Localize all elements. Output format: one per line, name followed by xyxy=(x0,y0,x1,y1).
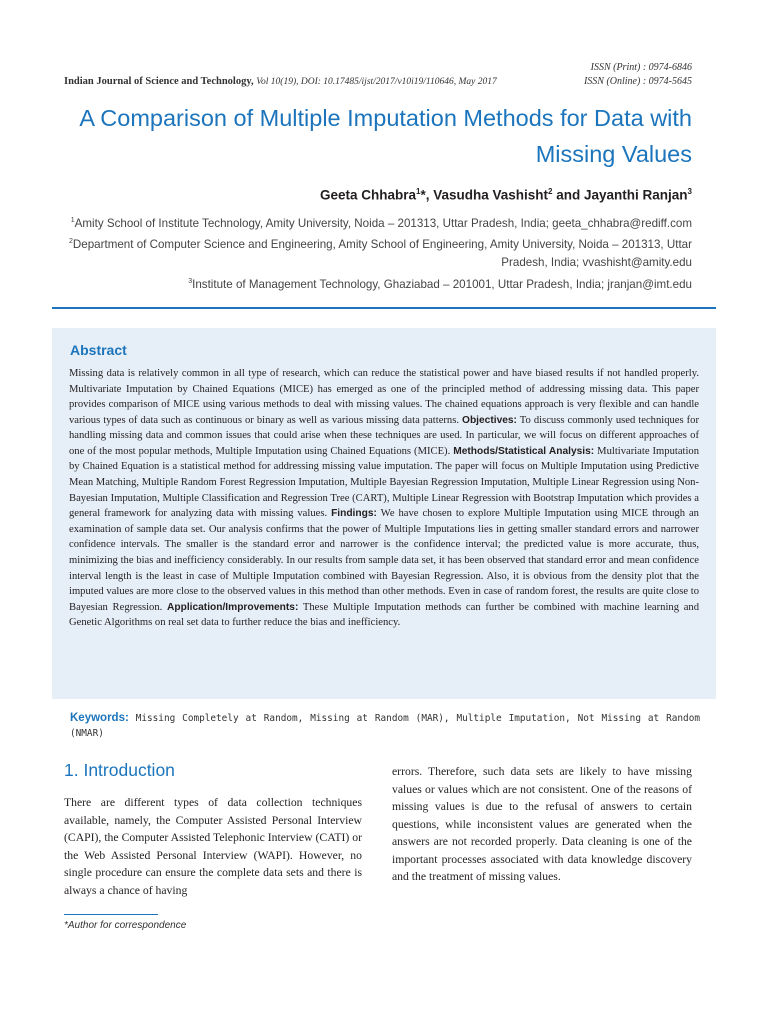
abstract-heading: Abstract xyxy=(70,342,127,358)
keywords xyxy=(70,711,700,741)
footnote-rule xyxy=(64,914,158,915)
author-1: Geeta Chhabra xyxy=(319,187,417,203)
author-sep-1: , xyxy=(425,187,434,203)
keywords-label: Keywords: xyxy=(70,712,129,724)
author-3: Jayanthi Ranjan xyxy=(584,187,688,203)
introduction-heading: 1. Introduction xyxy=(64,760,175,780)
footnote: *Author for correspondence xyxy=(64,920,187,931)
affiliation-2 xyxy=(52,233,692,272)
paper-title: A Comparison of Multiple Imputation Methods for Data with Missing Values xyxy=(79,105,692,167)
author-1-sup: 1 xyxy=(416,187,421,196)
affiliation-1-text: Amity School of Institute Technology, Amity University, Noida – 201313, Uttar Pradesh, India; geeta_chhabra@rediff.com xyxy=(74,216,692,230)
abstract-part-3: Multivariate Imputation by Chained Equation is a statistical method for addressing missing value imputation. The paper will focus on Multiple Imputation using Predictive Mean Matching, Multiple Random Forest Regression Imputation, Multiple Bayesian Regression Imputation, Multiple Linear Regression using Non-Bayesian Imputation, Multiple Classification and Regression Tree (CART), Multiple Linear Regression with Bootstrap Imputation which provides a general framework for analyzing data with missing values. xyxy=(69,445,699,520)
abstract-box xyxy=(52,328,716,699)
author-2-sup: 2 xyxy=(548,187,553,196)
affiliation-2-text: Department of Computer Science and Engineering, Amity School of Engineering, Amity University, Noida – 201313, Uttar Pradesh, India; vvashisht@amity.edu xyxy=(72,238,692,270)
introduction-right-column: errors. Therefore, such data sets are likely to have missing values or values which are not consistent. One of the reasons of missing values is due to the refusal of answers to certain questions, while inconsistent values are generated when the answers are not recorded properly. Data cleaning is one of the important processes associated with data knowledge discovery and the treatment of missing values. xyxy=(392,765,692,883)
journal-name: Indian Journal of Science and Technology, xyxy=(64,76,254,87)
affiliation-1-sup: 1 xyxy=(70,217,75,224)
header-divider xyxy=(52,307,716,309)
affiliation-3 xyxy=(52,273,692,294)
affiliation-3-text: Institute of Management Technology, Ghaziabad – 201001, Uttar Pradesh, India; jranjan@imt.edu xyxy=(192,277,692,291)
author-list xyxy=(320,187,692,203)
affiliations xyxy=(52,212,692,294)
author-2: Vasudha Vashisht xyxy=(433,187,549,203)
methods-label: Methods/Statistical Analysis: xyxy=(453,445,595,457)
application-label: Application/Improvements: xyxy=(167,601,299,613)
author-3-sup: 3 xyxy=(687,187,692,196)
author-sep-2: and xyxy=(552,187,585,203)
journal-citation: Vol 10(19), DOI: 10.17485/ijst/2017/v10i19/110646, May 2017 xyxy=(256,77,497,87)
corresponding-mark: * xyxy=(420,187,426,203)
affiliation-2-sup: 2 xyxy=(69,238,73,246)
journal-header xyxy=(64,76,497,87)
findings-label: Findings: xyxy=(331,508,377,520)
abstract-part-4: We have chosen to explore Multiple Imputation using MICE through an examination of sample data set. Our analysis confirms that the power of Multiple Imputations lies in getting smaller standard errors and narrower confidence intervals. The smaller is the standard error and narrower is the confidence interval; the predicted value is more accurate, thus, minimizing the bias and inefficiency considerably. In our results from sample data set, it has been observed that standard error and mean confidence interval length is the least in case of Multiple Imputation combined with Bayesian Regression. Also, it is obvious from the density plot that the imputed values are more close to the observed values in this method than other methods. Even in case of random forest, the results are quite close to Bayesian Regression. xyxy=(69,508,699,613)
abstract-part-5: These Multiple Imputation methods can further be combined with machine learning and Genetic Algorithms on real set data to further reduce the bias and inefficiency. xyxy=(69,601,700,629)
affiliation-3-sup: 3 xyxy=(188,277,193,285)
keywords-text: Missing Completely at Random, Missing at Random (MAR), Multiple Imputation, Not Missing at Random (NMAR) xyxy=(70,713,700,739)
abstract-part-2: To discuss commonly used techniques for handling missing data and common issues that could arise when these techniques are used. In particular, we will focus on different approaches of one of the most popular methods, Multiple Imputation using Chained Equations (MICE). xyxy=(69,414,699,457)
abstract-text xyxy=(69,366,699,631)
issn-online: ISSN (Online) : 0974-5645 xyxy=(583,76,692,87)
abstract-part-1: Missing data is relatively common in all type of research, which can reduce the statistical power and have biased results if not handled properly. Multivariate Imputation by Chained Equations (MICE) has emerged as one of the principled method of addressing missing data. This paper provides comparison of MICE using various methods to deal with missing values. The chained equations approach is very flexible and can handle various types of data such as continuous or binary as well as various missing data patterns. xyxy=(69,368,699,426)
issn-block xyxy=(584,61,692,89)
objectives-label: Objectives: xyxy=(462,414,517,426)
introduction-left-column: There are different types of data collection techniques available, namely, the Computer Assisted Personal Interview (CAPI), the Computer Assisted Telephonic Interview (CATI) or the Web Assisted Personal Interview (WAPI). However, no single procedure can ensure the complete data sets and there is always a chance of having xyxy=(64,796,362,897)
affiliation-1 xyxy=(52,212,692,233)
issn-print: ISSN (Print) : 0974-6846 xyxy=(590,62,692,73)
